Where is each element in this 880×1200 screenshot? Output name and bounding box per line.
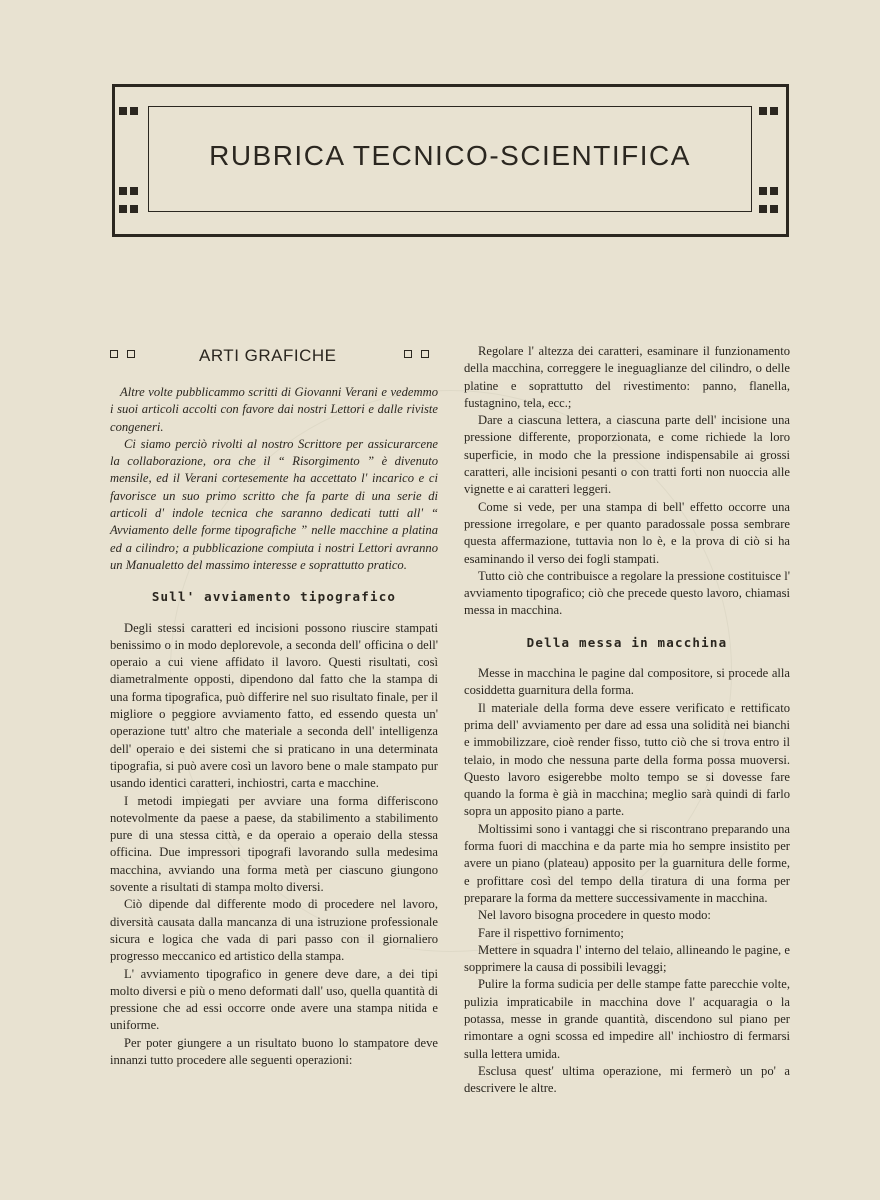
ornament-squares-mid-right: [759, 187, 778, 195]
ornament-open-squares-left: [110, 350, 135, 358]
body-paragraph: Come si vede, per una stampa di bell' effetto occorre una pressione irregolare, e per quanto paradossale possa sembrare questa affermazione, tuttavia non lo è, e la prova di ciò si ha esaminando il verso dei fogli stampati.: [464, 499, 790, 566]
intro-paragraph: Ci siamo perciò rivolti al nostro Scrittore per assicurarcene la collaborazione, ora che il “ Risorgimento ” è divenuto mensile, ed il Verani cortesemente ha accettato l' incarico e ci favorisce un suo primo scritto che fa parte di una serie di articoli d' indole tecnica che saranno dedicati tutti all' “ Avviamento delle forme tipografiche ” nelle macchine a platina ed a cilindro; a pubblicazione compiuta i nostri Lettori avranno un Manualetto del massimo interesse e soprattutto pratico.: [110, 436, 438, 572]
body-paragraph: Ciò dipende dal differente modo di procedere nel lavoro, diversità causata dalla mancanza di una istruzione professionale sicura e logica che vada di pari passo con il giornaliero progresso meccanico ed artistico della stampa.: [110, 897, 438, 964]
intro-block: [110, 384, 438, 574]
page-title: RUBRICA TECNICO-SCIENTIFICA: [209, 140, 691, 171]
section-title: ARTI GRAFICHE: [199, 346, 337, 365]
right-column: [464, 343, 790, 1097]
ornament-open-squares-right: [404, 350, 429, 358]
body-paragraph: Esclusa quest' ultima operazione, mi fermerò un po' a descrivere le altre.: [464, 1063, 790, 1096]
body-paragraph: L' avviamento tipografico in genere deve dare, a dei tipi molto diversi e più o meno deformati dall' uso, quella quantità di pressione che ad essi occorre onde avere una stampa nitida e uniforme.: [110, 966, 438, 1033]
body-paragraph: Nel lavoro bisogna procedere in questo modo:: [478, 908, 711, 923]
body-paragraph: Dare a ciascuna lettera, a ciascuna parte dell' incisione una pressione differente, proporzionata, e come richiede la loro superficie, in modo che la pressione indispensabile ai grossi caratteri, alle incisioni pesanti o con tratti forti non nuoccia alle vignette e ai caratteri leggeri.: [464, 413, 790, 497]
ornament-squares-top-left: [119, 107, 138, 115]
ornament-squares-top-right: [759, 107, 778, 115]
ornament-squares-mid-left: [119, 187, 138, 195]
body-paragraph: Regolare l' altezza dei caratteri, esaminare il funzionamento della macchina, correggere le ineguaglianze del cilindro, o delle platine e soprattutto del rivestimento: panno, flanella, fustagnino, tela, ecc.;: [464, 344, 790, 410]
body-paragraph: I metodi impiegati per avviare una forma differiscono notevolmente da paese a paese, da stabilimento a stabilimento pure di una stessa città, e da operaio a operaio della stessa officina. Due impressori tipografi lavorando sulla medesima macchina, avviando una forma metà per ciascuno giungono sovente a risultati di stampa molto diversi.: [110, 793, 438, 895]
intro-paragraph: Altre volte pubblicammo scritti di Giovanni Verani e vedemmo i suoi articoli accolti con favore dai nostri Lettori e dalle riviste congeneri.: [110, 385, 438, 434]
body-paragraph: Moltissimi sono i vantaggi che si riscontrano preparando una forma fuori di macchina e da parte mia ho sempre insistito per avere un piano (plateau) apposito per la guarnitura delle forme, e profittare così del tempo della tiratura di una forma per preparare la forma da mettere successivamente in macchina.: [464, 821, 790, 905]
ornament-squares-bottom-right: [759, 205, 778, 213]
body-paragraph: Pulire la forma sudicia per delle stampe fatte parecchie volte, pulizia impraticabile in macchina dove l' acquaragia o la potassa, messe in grande quantità, discendono sul piano per rimontare a ogni scossa ed impedire all' inchiostro di fermarsi sulla lettera umida.: [464, 977, 790, 1061]
section-subheading: Della messa in macchina: [526, 634, 728, 650]
body-paragraph: Fare il rispettivo fornimento;: [478, 925, 624, 940]
ornament-squares-bottom-left: [119, 205, 138, 213]
body-paragraph: Tutto ciò che contribuisce a regolare la pressione costituisce l' avviamento tipografico; ciò che precede questo lavoro, chiamasi messa in macchina.: [464, 568, 791, 618]
left-column: [110, 384, 438, 1069]
body-paragraph: Il materiale della forma deve essere verificato e rettificato prima dell' avviamento per dare ad essa una solidità nei bianchi e immobilizzare, cioè render fisso, tutto ciò che si trova entro il telaio, in modo che nessuna parte della forma possa muoversi. Questo lavoro esigerebbe molto tempo se si dovesse fare quando la forma è già in macchina; meglio sarà quindi di farlo sopra un apposito piano a parte.: [464, 700, 790, 819]
body-paragraph: Per poter giungere a un risultato buono lo stampatore deve innanzi tutto procedere alle seguenti operazioni:: [110, 1035, 438, 1067]
article-subheading: Sull' avviamento tipografico: [151, 589, 397, 605]
body-paragraph: Degli stessi caratteri ed incisioni possono riuscire stampati benissimo o in modo deplorevole, a seconda dell' officina o dell' operaio a cui viene affidato il lavoro. Questi risultati, così diametralmente opposti, dipendono dal fatto che la stampa di una forma tipografica, può differire nel suo risultato finale, per il migliore o peggiore avviamento fatto, ed essendo questa un' operazione tutt' altro che materiale a seconda dell' intelligenza dell' operaio e dei sistemi che si praticano in una determinata tipografia, si può avere così un lavoro bene o male stampato pur usando identici caratteri, inchiostri, carta e macchine.: [110, 620, 438, 791]
body-paragraph: Mettere in squadra l' interno del telaio, allineando le pagine, e sopprimere la causa di possibili levaggi;: [464, 942, 790, 975]
body-paragraph: Messe in macchina le pagine dal compositore, si procede alla cosiddetta guarnitura della forma.: [464, 666, 790, 698]
